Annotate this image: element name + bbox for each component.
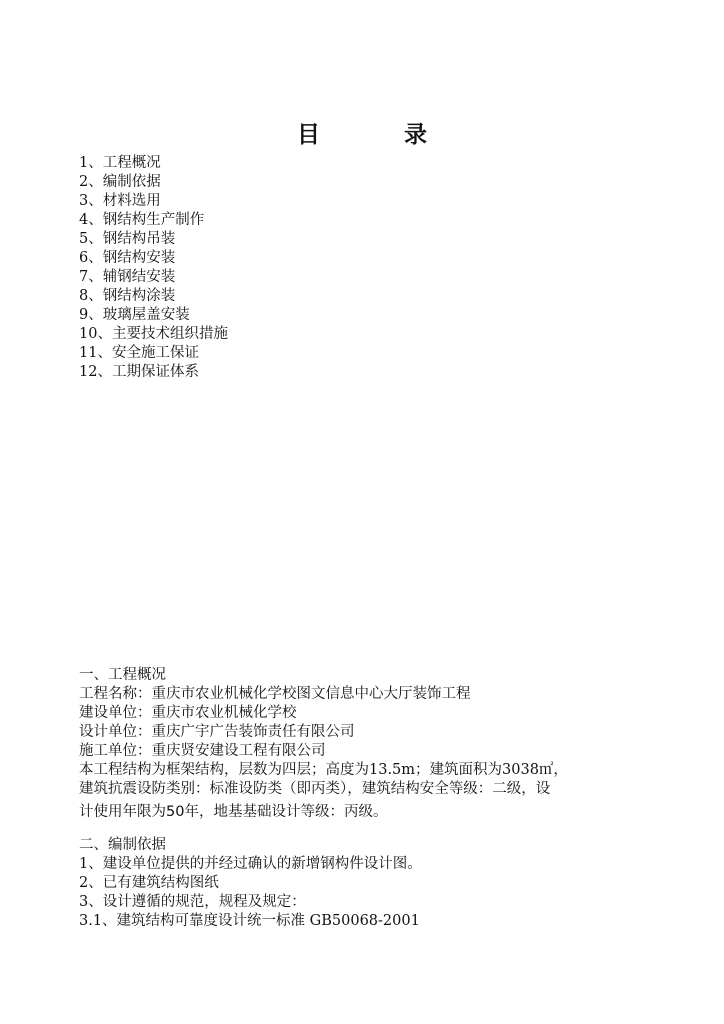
basis-subitem: 3.1、建筑结构可靠度设计统一标准 GB50068-2001 [79,913,420,929]
toc-title: 目 录 [296,121,465,148]
text-span: 计使用年限为 [79,804,166,820]
toc-item: 2、编制依据 [79,174,161,190]
toc-item: 1、工程概况 [79,155,161,171]
toc-item: 9、玻璃屋盖安装 [79,307,190,323]
toc-item: 8、钢结构涂装 [79,288,176,304]
text-span: 年，地基基础设计等级：丙级。 [184,804,388,820]
toc-item: 7、辅钢结安装 [79,269,176,285]
basis-item: 2、已有建筑结构图纸 [79,875,219,891]
project-description-line: 本工程结构为框架结构，层数为四层；高度为13.5m；建筑面积为3038㎡， [79,762,568,778]
toc-item: 12、工期保证体系 [79,364,199,380]
project-description-line [79,799,645,825]
section-basis [79,836,645,931]
section-heading: 二、编制依据 [79,837,166,853]
toc-item: 6、钢结构安装 [79,250,176,266]
toc-item: 4、钢结构生产制作 [79,212,205,228]
project-description-line: 建筑抗震设防类别：标准设防类（即丙类），建筑结构安全等级：二级，设 [79,781,551,797]
toc-item: 11、安全施工保证 [79,345,199,361]
service-life-value: 50 [166,804,185,820]
owner-unit: 建设单位：重庆市农业机械化学校 [79,705,297,721]
design-unit: 设计单位：重庆广宇广告装饰责任有限公司 [79,724,355,740]
table-of-contents [79,154,228,382]
section-project-overview [79,666,645,825]
project-name: 工程名称：重庆市农业机械化学校图文信息中心大厅装饰工程 [79,686,471,702]
construction-unit: 施工单位：重庆贤安建设工程有限公司 [79,743,326,759]
basis-item: 3、设计遵循的规范，规程及规定： [79,894,306,910]
toc-item: 5、钢结构吊装 [79,231,176,247]
basis-item: 1、建设单位提供的并经过确认的新增钢构件设计图。 [79,856,422,872]
toc-item: 10、主要技术组织措施 [79,326,228,342]
section-heading: 一、工程概况 [79,667,166,683]
toc-item: 3、材料选用 [79,193,161,209]
